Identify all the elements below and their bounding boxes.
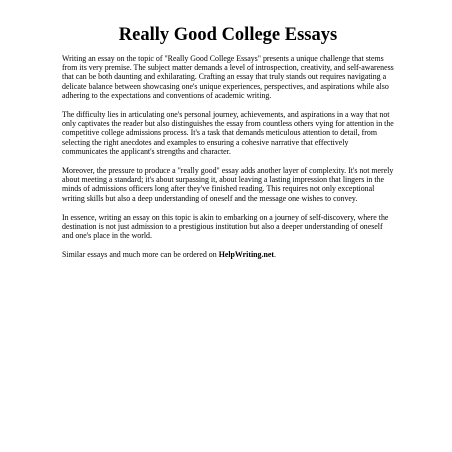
brand-name: HelpWriting.net — [218, 250, 274, 260]
closing-text: Similar essays and much more can be ordered on — [62, 250, 217, 260]
page-title: Really Good College Essays — [118, 25, 338, 45]
closing-suffix: . — [274, 250, 276, 260]
paragraph-difficulty: The difficulty lies in articulating one's personal journey, achievements, and aspirations in a way that not only captivates the reader but also distinguishes the essay from countless others vying for attention in the competitive college admissions process. It's a task that demands meticulous attention to detail, from selecting the right anecdotes and examples to ensuring a cohesive narrative that effectively communicates the applicant's strengths and character. — [62, 110, 394, 156]
document-body — [62, 54, 394, 270]
paragraph-intro: Writing an essay on the topic of "Really Good College Essays" presents a unique challenge that stems from its very premise. The subject matter demands a level of introspection, creativity, and self-awareness that can be both daunting and exhilarating. Crafting an essay that truly stands out requires navigating a delicate balance between showcasing one's unique experiences, perspectives, and aspirations while also adhering to the expectations and conventions of academic writing. — [62, 54, 394, 100]
paragraph-pressure: Moreover, the pressure to produce a "really good" essay adds another layer of complexity. It's not merely about meeting a standard; it's about surpassing it, about leaving a lasting impression that lingers in the minds of admissions officers long after they've finished reading. This requires not only exceptional writing skills but also a deep understanding of oneself and the message one wishes to convey. — [62, 166, 394, 203]
closing-line — [62, 250, 394, 259]
paragraph-essence: In essence, writing an essay on this topic is akin to embarking on a journey of self-discovery, where the destination is not just admission to a prestigious institution but also a deeper understanding of oneself and one's place in the world. — [62, 212, 389, 241]
